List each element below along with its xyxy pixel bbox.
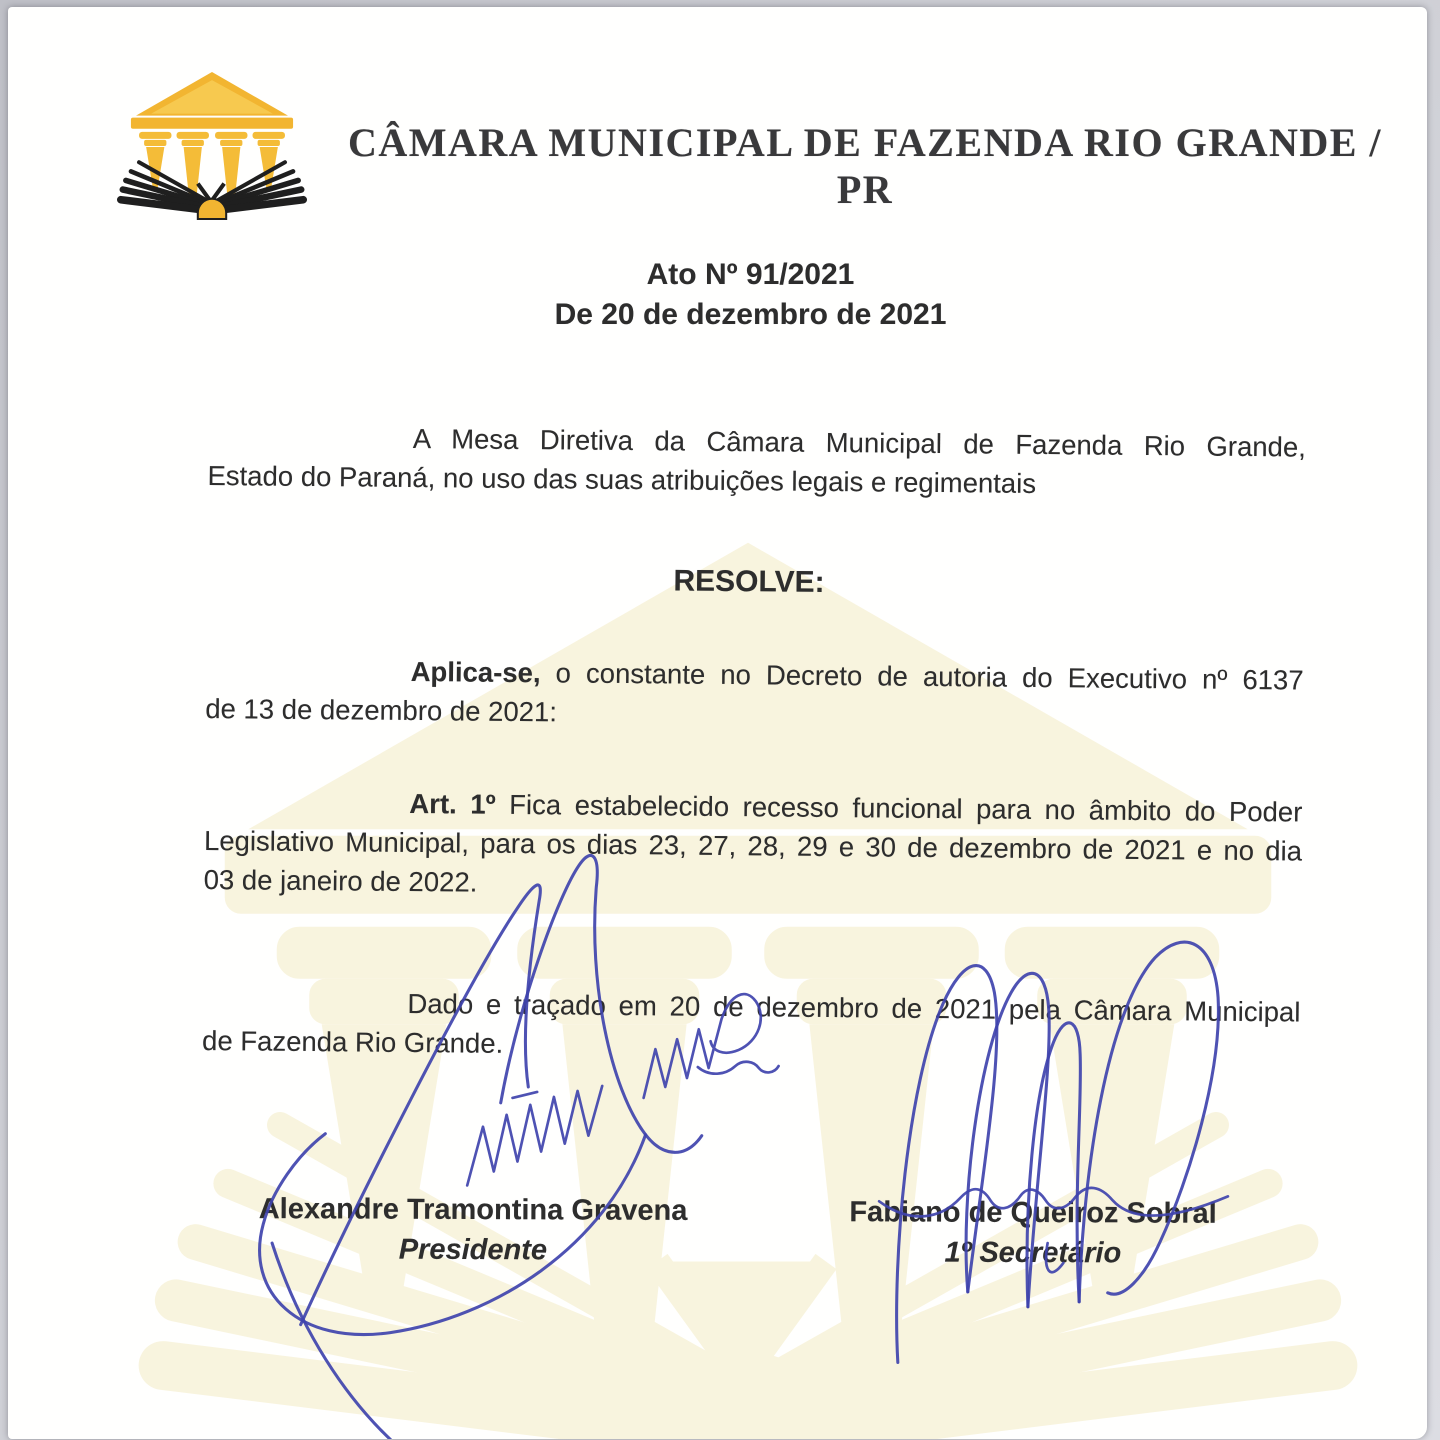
document-page bbox=[8, 7, 1427, 1439]
signatory-name: Alexandre Tramontina Gravena bbox=[258, 1193, 688, 1227]
text-line: de 13 de dezembro de 2021: bbox=[205, 692, 558, 728]
signatory-role: 1º Secretário bbox=[944, 1236, 1122, 1270]
preamble-paragraph bbox=[207, 417, 1306, 506]
chamber-title: CÂMARA MUNICIPAL DE FAZENDA RIO GRANDE / PR bbox=[347, 120, 1383, 212]
text-line: Estado do Paraná, no uso das suas atribuições legais e regimentais bbox=[207, 459, 1037, 499]
clause-lead: Art. 1º bbox=[409, 787, 496, 820]
clause-text: o constante no Decreto de autoria do Executivo nº 6137 bbox=[540, 657, 1304, 696]
signatory-role: Presidente bbox=[398, 1233, 548, 1267]
act-date: De 20 de dezembro de 2021 bbox=[554, 298, 947, 331]
text-line: 03 de janeiro de 2022. bbox=[203, 863, 478, 898]
text-line: Legislativo Municipal, para os dias 23, 27, 28, 29 e 30 de dezembro de 2021 e no dia bbox=[203, 824, 1303, 867]
closing-paragraph bbox=[202, 982, 1301, 1071]
text-line: Dado e traçado em 20 de dezembro de 2021 pela Câmara Municipal bbox=[407, 987, 1301, 1028]
clause-lead: Aplica-se, bbox=[410, 655, 541, 689]
aplica-paragraph bbox=[205, 650, 1304, 739]
signature-block-secretario bbox=[783, 1192, 1283, 1274]
signatory-name: Fabiano de Queiroz Sobral bbox=[849, 1196, 1217, 1230]
text-line: A Mesa Diretiva da Câmara Municipal de Fazenda Rio Grande, bbox=[412, 422, 1307, 463]
clause-text: Fica estabelecido recesso funcional para no âmbito do Poder bbox=[495, 788, 1303, 828]
signature-block-presidente bbox=[178, 1189, 768, 1272]
text-line: de Fazenda Rio Grande. bbox=[201, 1024, 504, 1059]
resolve-heading: RESOLVE: bbox=[673, 564, 825, 599]
act-number: Ato Nº 91/2021 bbox=[646, 258, 855, 291]
article-1-paragraph bbox=[203, 782, 1302, 910]
